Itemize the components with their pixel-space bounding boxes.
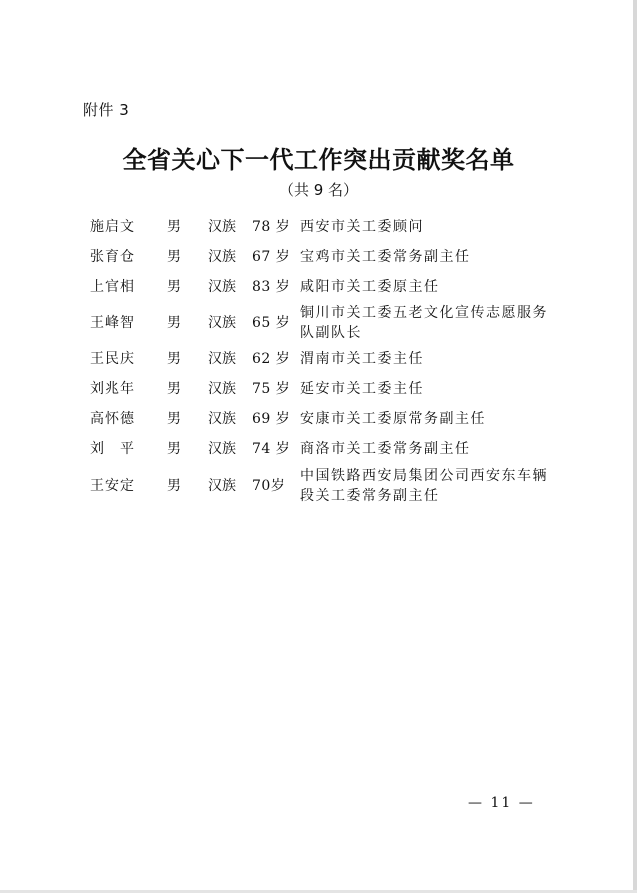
awardee-ethnicity: 汉族 xyxy=(208,478,236,494)
awardee-age: 70岁 xyxy=(252,478,286,494)
awardee-position: 西安市关工委顾问 xyxy=(300,219,424,235)
awardee-name: 张育仓 xyxy=(90,249,135,265)
awardee-gender: 男 xyxy=(167,279,181,295)
attachment-label: 附件 3 xyxy=(83,101,130,119)
awardee-gender: 男 xyxy=(167,351,181,367)
awardee-ethnicity: 汉族 xyxy=(208,249,236,265)
awardee-gender: 男 xyxy=(167,478,181,494)
awardee-age: 83 岁 xyxy=(252,279,291,295)
awardee-position: 渭南市关工委主任 xyxy=(300,351,424,367)
awardee-age: 65 岁 xyxy=(252,315,291,331)
awardee-ethnicity: 汉族 xyxy=(208,315,236,331)
awardee-age: 67 岁 xyxy=(252,249,291,265)
awardee-age: 78 岁 xyxy=(252,219,291,235)
awardee-name: 王民庆 xyxy=(90,351,135,367)
awardee-name: 王峰智 xyxy=(90,315,135,331)
awardee-ethnicity: 汉族 xyxy=(208,279,236,295)
awardee-name: 王安定 xyxy=(90,478,135,494)
awardee-position: 咸阳市关工委原主任 xyxy=(300,279,440,295)
awardee-gender: 男 xyxy=(167,219,181,235)
awardee-name: 刘 平 xyxy=(90,441,135,457)
page-subtitle: （共 9 名） xyxy=(278,181,359,199)
awardee-name: 施启文 xyxy=(90,219,135,235)
awardee-age: 74 岁 xyxy=(252,441,291,457)
awardee-ethnicity: 汉族 xyxy=(208,441,236,457)
awardee-age: 75 岁 xyxy=(252,381,291,397)
page-title: 全省关心下一代工作突出贡献奖名单 xyxy=(122,146,515,174)
awardee-position: 安康市关工委原常务副主任 xyxy=(300,411,486,427)
awardee-name: 高怀德 xyxy=(90,411,135,427)
awardee-age: 69 岁 xyxy=(252,411,291,427)
awardee-age: 62 岁 xyxy=(252,351,291,367)
awardee-position: 商洛市关工委常务副主任 xyxy=(300,441,471,457)
awardee-ethnicity: 汉族 xyxy=(208,219,236,235)
awardee-gender: 男 xyxy=(167,381,181,397)
awardee-gender: 男 xyxy=(167,411,181,427)
awardee-name: 刘兆年 xyxy=(90,381,135,397)
awardee-position: 铜川市关工委五老文化宣传志愿服务队副队长 xyxy=(300,305,548,341)
awardee-ethnicity: 汉族 xyxy=(208,351,236,367)
awardee-position: 中国铁路西安局集团公司西安东车辆段关工委常务副主任 xyxy=(300,468,548,504)
awardee-position: 延安市关工委主任 xyxy=(300,381,424,397)
awardee-name: 上官相 xyxy=(90,279,135,295)
awardee-gender: 男 xyxy=(167,441,181,457)
awardee-position: 宝鸡市关工委常务副主任 xyxy=(300,249,471,265)
awardee-gender: 男 xyxy=(167,249,181,265)
awardee-gender: 男 xyxy=(167,315,181,331)
awardee-ethnicity: 汉族 xyxy=(208,411,236,427)
page-number: — 11 — xyxy=(468,795,535,811)
awardee-ethnicity: 汉族 xyxy=(208,381,236,397)
